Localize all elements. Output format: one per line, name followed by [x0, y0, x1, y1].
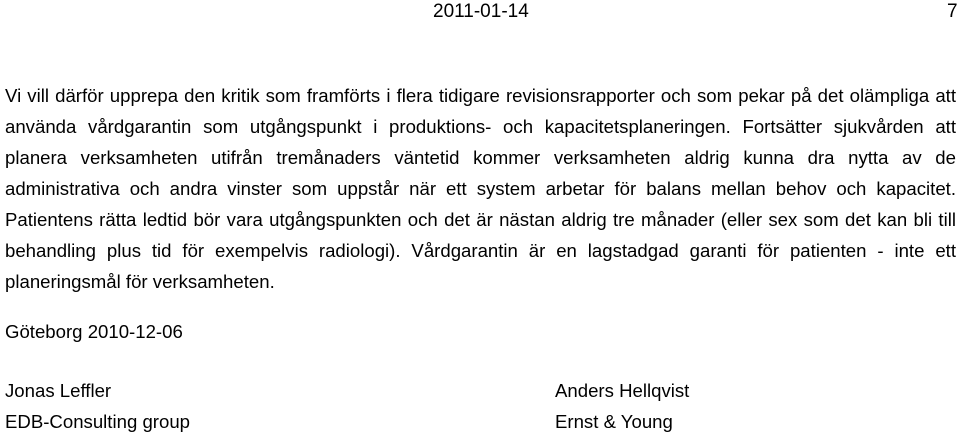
- signer-name: Anders Hellqvist: [555, 380, 690, 401]
- signature-block-right: [555, 375, 689, 437]
- signer-organization: EDB-Consulting group: [5, 411, 191, 432]
- page-number: 7: [947, 1, 958, 22]
- place-and-date: Göteborg 2010-12-06: [5, 321, 183, 342]
- signature-block-left: [5, 375, 190, 437]
- signer-name: Jonas Leffler: [5, 380, 112, 401]
- header-date: 2011-01-14: [433, 1, 529, 22]
- body-paragraph: Vi vill därför upprepa den kritik som framförts i flera tidigare revisionsrapporter och som pekar på det olämpliga att använda vårdgarantin som utgångspunkt i produktions- och kapacitetsplaneringen. Fortsätter sjukvården att planera verksamheten utifrån tremånaders väntetid kommer verksamheten aldrig kunna dra nytta av de administrativa och andra vinster som uppstår när ett system arbetar för balans mellan behov och kapacitet. Patientens rätta ledtid bör vara utgångspunkten och det är nästan aldrig tre månader (eller sex som det kan bli till behandling plus tid för exempelvis radiologi). Vårdgarantin är en lagstadgad garanti för patienten - inte ett planeringsmål för verksamheten.: [5, 85, 956, 292]
- signer-organization: Ernst & Young: [555, 411, 673, 432]
